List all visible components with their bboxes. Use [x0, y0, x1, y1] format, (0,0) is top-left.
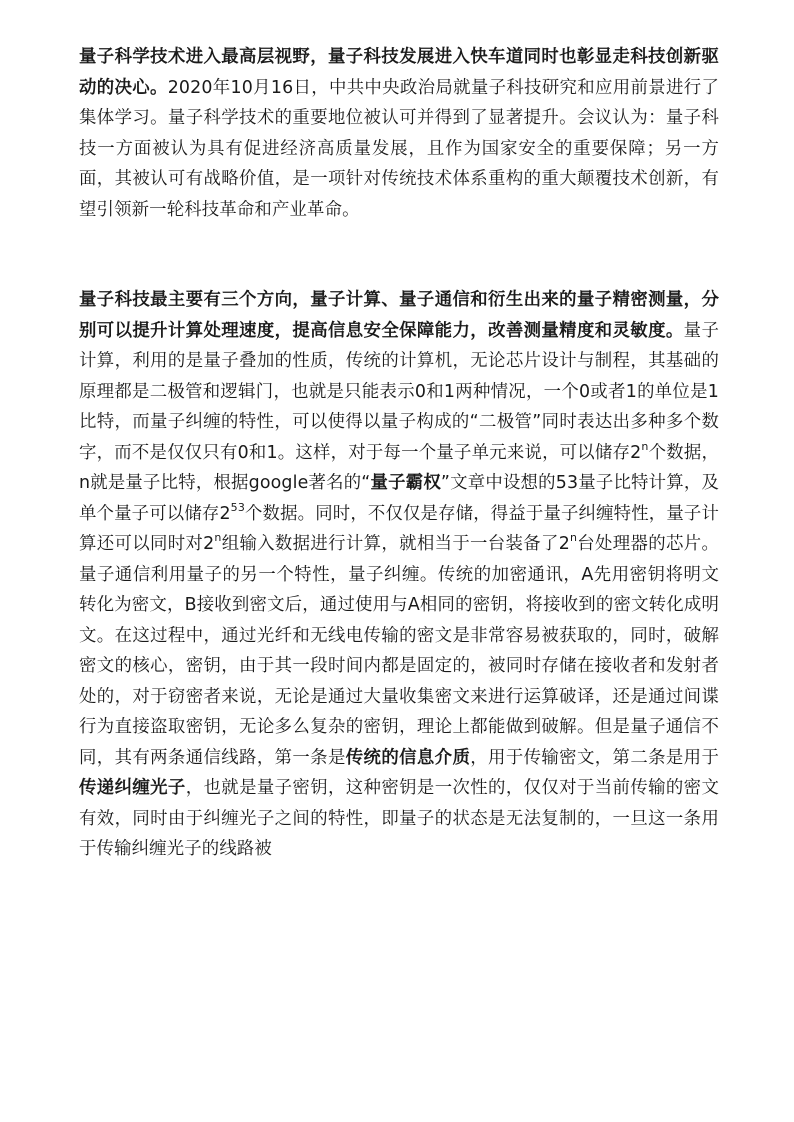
- superscript-exponent: n: [641, 439, 649, 453]
- body-text: 个数据，n就是量子比特，根据google著名的“: [79, 442, 719, 493]
- body-text: ”文章中设想的53量子比特计算，及单个量子可以储存2: [79, 473, 719, 524]
- superscript-exponent: n: [569, 531, 578, 545]
- bold-emphasis-text: 传递纠缠光子: [79, 778, 186, 798]
- body-text: 2020年10月16日，中共中央政治局就量子科技研究和应用前景进行了集体学习。量子科学技术的重要地位被认可并得到了显著提升。会议认为：量子科技一方面被认为具有促进经济高质量发展，且作为国家安全的重要保障；另一方面，其被认可有战略价值，是一项针对传统技术体系重构的重大颠覆技术创新，有望引领新一轮科技革命和产业革命。: [79, 77, 719, 220]
- bold-emphasis-text: 量子霸权: [370, 473, 441, 493]
- body-text: 组输入数据进行计算，就相当于一台装备了2: [221, 534, 570, 554]
- superscript-exponent: 53: [230, 500, 245, 514]
- body-text: 量子计算，利用的是量子叠加的性质，传统的计算机，无论芯片设计与制程，其基础的原理都是二极管和逻辑门，也就是只能表示0和1两种情况，一个0或者1的单位是1比特，而量子纠缠的特性，可以使得以量子构成的“二极管”同时表达出多种多个数字，而不是仅仅只有0和1。这样，对于每一个量子单元来说，可以储存2: [79, 320, 719, 463]
- body-text: ，用于传输密文，第二条是用于: [470, 747, 719, 768]
- superscript-exponent: n: [214, 531, 222, 545]
- body-text: 个数据。同时，不仅仅是存储，得益于量子纠缠特性，量子计算还可以同时对2: [79, 503, 719, 554]
- body-text: 台处理器的芯片。量子通信利用量子的另一个特性，量子纠缠。传统的加密通讯，A先用密钥将明文转化为密文，B接收到密文后，通过使用与A相同的密钥，将接收到的密文转化成明文。在这过程中，通过光纤和无线电传输的密文是非常容易被获取的，同时，破解密文的核心，密钥，由于其一段时间内都是固定的，被同时存储在接收者和发射者处的，对于窃密者来说，无论是通过大量收集密文来进行运算破译，还是通过间谍行为直接盗取密钥，无论多么复杂的密钥，理论上都能做到破解。但是量子通信不同，其有两条通信线路，第一条是: [79, 534, 720, 768]
- bold-emphasis-text: 传统的信息介质: [345, 747, 471, 768]
- bold-emphasis-text: 量子科学技术进入最高层视野，量子科技发展进入快车道同时也彰显走科技创新驱动的决心。: [79, 47, 719, 98]
- paragraph-quantum-policy: [79, 42, 719, 225]
- body-text: ，也就是量子密钥，这种密钥是一次性的，仅仅对于当前传输的密文有效，同时由于纠缠光子之间的特性，即量子的状态是无法复制的，一旦这一条用于传输纠缠光子的线路被: [79, 778, 719, 859]
- paragraph-quantum-directions: [79, 285, 719, 865]
- bold-emphasis-text: 量子科技最主要有三个方向，量子计算、量子通信和衍生出来的量子精密测量，分别可以提升计算处理速度，提高信息安全保障能力，改善测量精度和灵敏度。: [79, 290, 719, 341]
